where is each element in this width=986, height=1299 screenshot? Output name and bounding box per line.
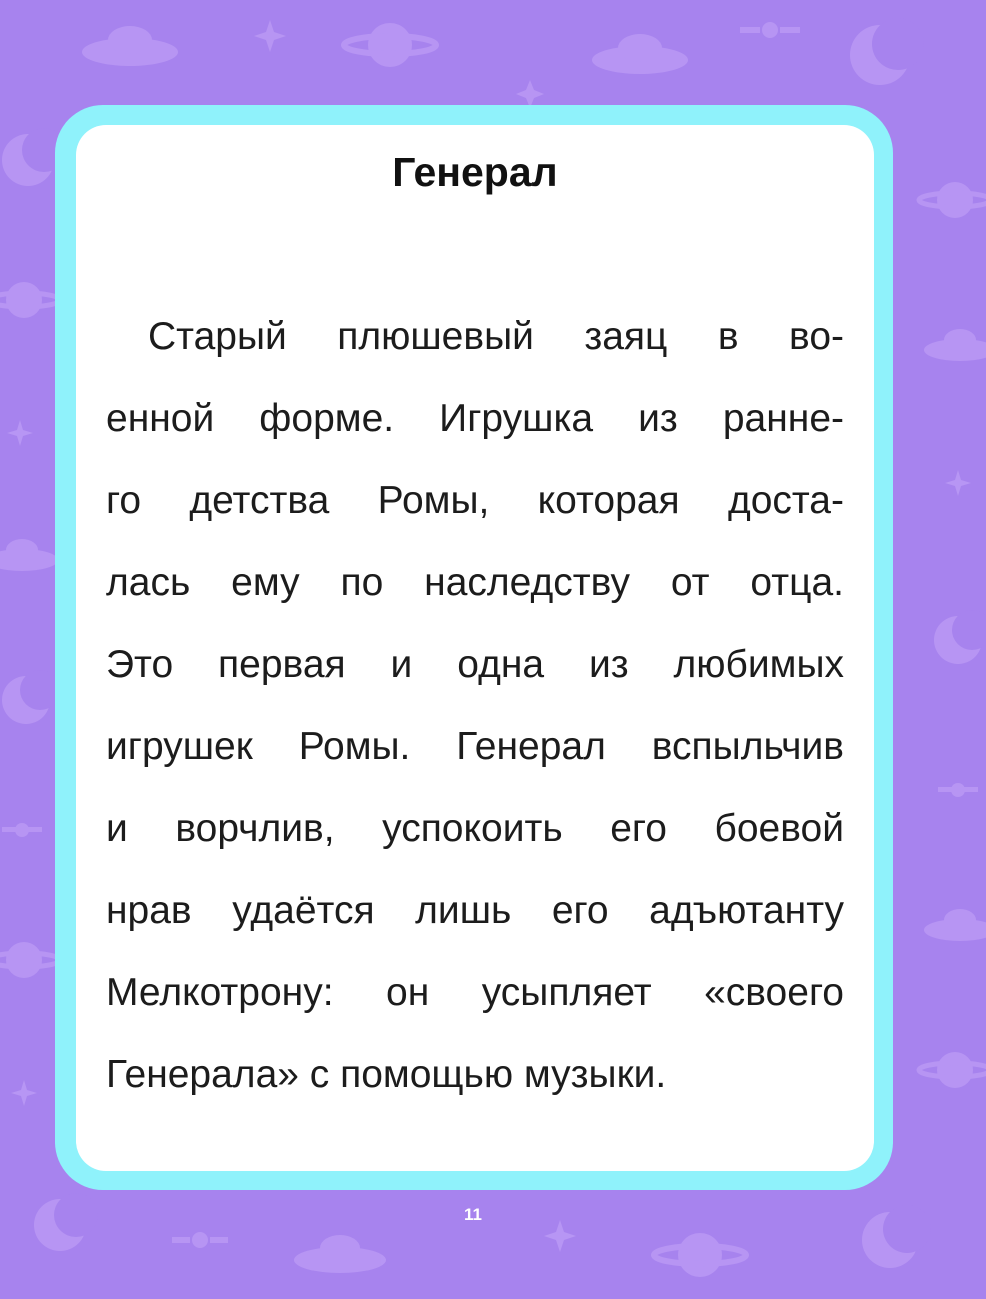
text-line: го детства Ромы, которая доста- (106, 479, 844, 522)
ufo-icon (82, 26, 178, 66)
satellite-icon (938, 783, 978, 797)
planet-icon (344, 23, 436, 67)
moon-icon (934, 610, 986, 664)
star-icon (516, 80, 544, 108)
ufo-icon (924, 329, 986, 361)
text-line: енной форме. Игрушка из ранне- (106, 397, 844, 440)
text-line: игрушек Ромы. Генерал вспыльчив (106, 725, 844, 768)
character-title: Генерал (392, 149, 558, 195)
planet-icon (654, 1233, 746, 1277)
ufo-icon (0, 539, 58, 571)
text-line: Мелкотрону: он усыпляет «своего (106, 971, 844, 1014)
star-icon (945, 470, 971, 496)
satellite-icon (740, 22, 800, 38)
text-line: Старый плюшевый заяц в во- (148, 315, 844, 358)
planet-icon (919, 182, 986, 218)
moon-icon (862, 1205, 931, 1268)
ufo-icon (924, 909, 986, 941)
text-line: Это первая и одна из любимых (106, 643, 844, 686)
moon-icon (2, 670, 60, 724)
star-icon (11, 1080, 37, 1106)
text-line: нрав удаётся лишь его адъютанту (106, 889, 844, 932)
character-description (106, 302, 844, 1122)
moon-icon (34, 1193, 98, 1251)
ufo-icon (294, 1235, 386, 1273)
text-line: Генерала» с помощью музыки. (106, 1053, 667, 1096)
planet-icon (0, 942, 60, 978)
moon-icon (850, 18, 924, 85)
planet-icon (0, 282, 60, 318)
satellite-icon (2, 823, 42, 837)
ufo-icon (592, 34, 688, 74)
text-line: и ворчлив, успокоить его боевой (106, 807, 844, 850)
satellite-icon (172, 1232, 228, 1248)
star-icon (7, 420, 33, 446)
star-icon (254, 20, 286, 52)
planet-icon (919, 1052, 986, 1088)
page-number: 11 (464, 1205, 482, 1224)
text-line: лась ему по наследству от отца. (106, 561, 844, 604)
star-icon (544, 1220, 576, 1252)
